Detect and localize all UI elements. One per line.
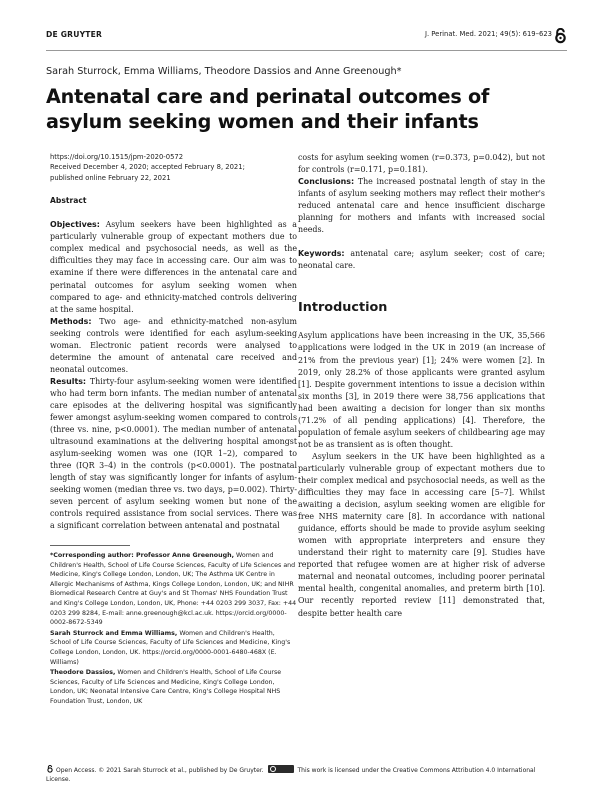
open-access-icon bbox=[554, 28, 567, 44]
creative-commons-badge-icon[interactable] bbox=[268, 765, 294, 773]
article-title: Antenatal care and perinatal outcomes of asylum seeking women and their infants bbox=[46, 85, 490, 133]
results-continued-text: costs for asylum seeking women (r=0.373, p=0.042), but not for controls (r=0.171, p=0.181). bbox=[298, 153, 545, 175]
dassios-note bbox=[50, 668, 297, 706]
intro-paragraph-1: Asylum applications have been increasing in the UK, 35,566 applications were lodged in the UK in 2019 (an increase of 21% from the previous year) [1]; 24% were women [2]. In 2019, only 28.2% of those applicants were granted asylum [1]. Despite government intentions to issue a decision within six months [3], in 2019 there were 38,756 applications that had been awaiting a decision for longer than six months (71.2% of all pending applications) [4]. Therefore, the population of female asylum seekers of childbearing age may not be as transient as is often thought. bbox=[298, 331, 545, 449]
results-label: Results: bbox=[50, 376, 87, 386]
open-access-icon bbox=[46, 765, 54, 773]
dassios-text: Women and Children's Health, School of Life Course Sciences, Faculty of Life Sciences and Medicine, King's College London, London, UK; Neonatal Intensive Care Centre, King's College Hospital NHS Foundation Trust, London, UK bbox=[50, 669, 282, 705]
introduction-heading: Introduction bbox=[298, 300, 388, 316]
objectives-label: Objectives: bbox=[50, 220, 100, 230]
methods-text: Two age- and ethnicity-matched non-asylum seeking controls were identified for each asylum-seeking woman. Electronic patient records were analysed to determine the amount of antenatal care received and neonatal outcomes. bbox=[50, 316, 297, 374]
abstract-heading: Abstract bbox=[50, 196, 87, 206]
keywords-text: antenatal care; asylum seeker; cost of care; neonatal care. bbox=[298, 249, 545, 271]
conclusions-text: The increased postnatal length of stay in the infants of asylum seeking mothers may reflect their mother's reduced antenatal care and hence insufficient discharge planning for mothers and infants with increased social needs. bbox=[298, 177, 545, 235]
keywords-label: Keywords: bbox=[298, 249, 345, 259]
author-list: Sarah Sturrock, Emma Williams, Theodore Dassios and Anne Greenough* bbox=[46, 66, 402, 77]
journal-citation: J. Perinat. Med. 2021; 49(5): 619–623 bbox=[424, 30, 552, 38]
header-rule bbox=[46, 50, 567, 51]
sturrock-williams-label: Sarah Sturrock and Emma Williams, bbox=[50, 629, 178, 637]
methods-label: Methods: bbox=[50, 316, 92, 326]
publisher-name: DE GRUYTER bbox=[46, 30, 103, 39]
conclusions-label: Conclusions: bbox=[298, 177, 355, 187]
license-footer bbox=[46, 765, 556, 784]
article-meta bbox=[50, 152, 297, 183]
results-continued bbox=[298, 152, 545, 176]
author-footnotes bbox=[50, 551, 297, 708]
abstract-objectives bbox=[50, 219, 297, 315]
sturrock-williams-text: Women and Children's Health, School of Life Course Sciences, Faculty of Life Sciences and Medicine, King's College London, London, UK. https://orcid.org/0000-0001-6480-468X (E. Williams) bbox=[50, 629, 291, 666]
corresponding-author-label: *Corresponding author: Professor Anne Greenough, bbox=[50, 552, 234, 559]
footnote-rule bbox=[50, 545, 130, 546]
intro-paragraph-2: Asylum seekers in the UK have been highlighted as a particularly vulnerable group of expectant mothers due to their complex medical and psychosocial needs, as well as the difficulties they may face in accessing care [5–7]. Whilst awaiting a decision, asylum seeking women are eligible for free NHS maternity care [8]. In accordance with national guidance, efforts should be made to provide asylum seeking women with appropriate interpreters and ensure they understand their right to maternity care [9]. Studies have reported that refugee women are at higher risk of adverse maternal and neonatal outcomes, including poorer perinatal mental health, congenital anomalies, and preterm birth [10]. Our recently reported review [11] demonstrated that, despite better health care bbox=[298, 451, 545, 618]
right-column bbox=[298, 152, 545, 620]
corresponding-author-text: Women and Children's Health, School of Life Course Sciences, Faculty of Life Sciences and Medicine, King's College London, London, UK; The Asthma UK Centre in Allergic Mechanisms of Asthma, Kings College London, London, UK; and NIHR Biomedical Research Centre at Guy's and St Thomas' NHS Foundation Trust and King's College London, London, UK, Phone: +44 0203 299 3037, Fax: +44 0203 299 8284, E-mail: anne.greenough@kcl.ac.uk. https://orcid.org/0000-0002-8672-5349 bbox=[50, 552, 297, 627]
objectives-text: Asylum seekers have been highlighted as a particularly vulnerable group of expectant mothers due to complex medical and psychosocial needs, as well as the difficulties they may face in accessing care. Our aim was to examine if there were differences in the antenatal care and perinatal outcomes for asylum seeking women when compared to age- and ethnicity-matched controls delivering at the same hospital. bbox=[50, 220, 297, 314]
dassios-label: Theodore Dassios, bbox=[50, 669, 116, 677]
results-text: Thirty-four asylum-seeking women were identified who had term born infants. The median number of antenatal care episodes at the delivering hospital was significantly fewer amongst asylum-seeking women compared to controls (three vs. nine, p<0.0001). The median number of antenatal ultrasound examinations at the delivering hospital amongst asylum-seeking women was one (IQR 1–2), compared to three (IQR 3–4) in the controls (p<0.0001). The postnatal length of stay was significantly longer for infants of asylum-seeking women (median three vs. two days, p=0.002). Thirty-seven percent of asylum seeking women but none of the controls required assistance from social services. There was a significant correlation between antenatal and postnatal bbox=[50, 376, 297, 531]
abstract-keywords bbox=[298, 248, 545, 272]
doi-link[interactable]: https://doi.org/10.1515/jpm-2020-0572 bbox=[50, 153, 184, 161]
corresponding-author-note bbox=[50, 551, 297, 628]
abstract-methods bbox=[50, 316, 297, 376]
left-column bbox=[50, 152, 297, 532]
published-date: published online February 22, 2021 bbox=[50, 173, 171, 182]
license-text-1: Open Access. © 2021 Sarah Sturrock et al., published by De Gruyter. bbox=[56, 767, 264, 774]
received-dates: Received December 4, 2020; accepted February 8, 2021; bbox=[50, 163, 245, 172]
license-text-2: This work is licensed under the Creative Commons Attribution 4.0 International License. bbox=[46, 767, 536, 783]
running-header bbox=[46, 30, 552, 44]
abstract-results bbox=[50, 376, 297, 533]
abstract-conclusions bbox=[298, 176, 545, 236]
sturrock-williams-note bbox=[50, 629, 297, 667]
